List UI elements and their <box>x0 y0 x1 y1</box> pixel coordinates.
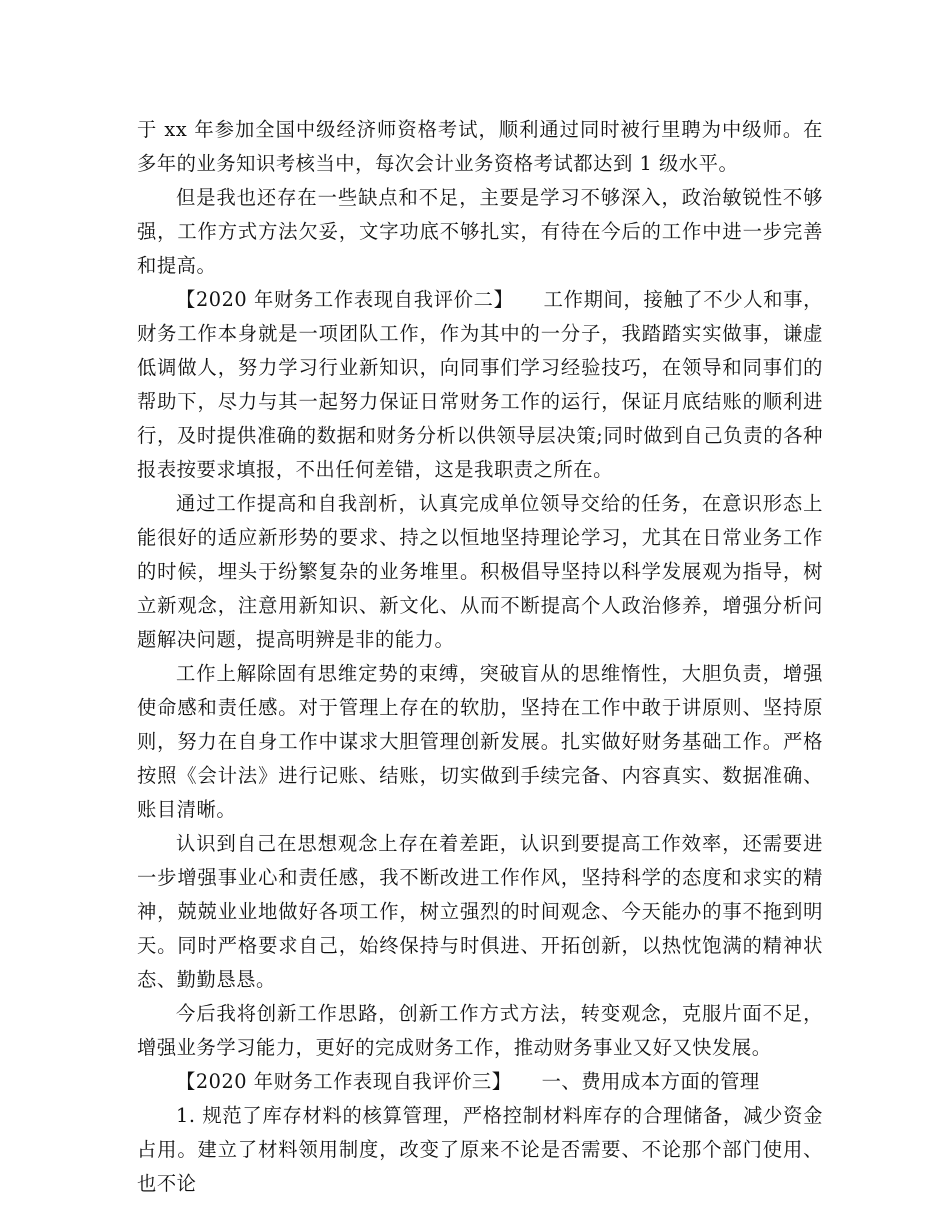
section-heading-3: 【2020 年财务工作表现自我评价三】 <box>176 1070 512 1093</box>
paragraph-text: 通过工作提高和自我剖析，认真完成单位领导交给的任务，在意识形态上能很好的适应新形势的要求、持之以恒地坚持理论学习，尤其在日常业务工作的时候，埋头于纷繁复杂的业务堆里。积极倡导坚持以科学发展观为指导，树立新观念，注意用新知识、新文化、从而不断提高个人政治修养，增强分析问题解决问题，提高明辨是非的能力。 <box>137 492 823 651</box>
document-body <box>137 113 823 1201</box>
paragraph-8 <box>137 1065 823 1099</box>
paragraph-9 <box>137 1099 823 1201</box>
paragraph-4 <box>137 487 823 657</box>
paragraph-text: 1. 规范了库存材料的核算管理，严格控制材料库存的合理储备，减少资金占用。建立了材料领用制度，改变了原来不论是否需要、不论那个部门使用、也不论 <box>137 1104 823 1195</box>
paragraph-text: 于 xx 年参加全国中级经济师资格考试，顺利通过同时被行里聘为中级师。在多年的业务知识考核当中，每次会计业务资格考试都达到 1 级水平。 <box>137 118 823 175</box>
paragraph-text: 认识到自己在思想观念上存在着差距，认识到要提高工作效率，还需要进一步增强事业心和责任感，我不断改进工作作风，坚持科学的态度和求实的精神，兢兢业业地做好各项工作，树立强烈的时间观念、今天能办的事不拖到明天。同时严格要求自己，始终保持与时俱进、开拓创新，以热忱饱满的精神状态、勤勤恳恳。 <box>137 832 823 991</box>
section-heading-2: 【2020 年财务工作表现自我评价二】 <box>176 288 514 311</box>
paragraph-1 <box>137 113 823 181</box>
paragraph-5 <box>137 657 823 827</box>
paragraph-6 <box>137 827 823 997</box>
paragraph-3 <box>137 283 823 487</box>
paragraph-text: 但是我也还存在一些缺点和不足，主要是学习不够深入，政治敏锐性不够强，工作方式方法欠妥，文字功底不够扎实，有待在今后的工作中进一步完善和提高。 <box>137 186 823 277</box>
paragraph-7 <box>137 997 823 1065</box>
paragraph-text: 一、费用成本方面的管理 <box>541 1070 760 1093</box>
paragraph-2 <box>137 181 823 283</box>
paragraph-text: 今后我将创新工作思路，创新工作方式方法，转变观念，克服片面不足，增强业务学习能力，更好的完成财务工作，推动财务事业又好又快发展。 <box>137 1002 823 1059</box>
paragraph-text: 工作上解除固有思维定势的束缚，突破盲从的思维惰性，大胆负责，增强使命感和责任感。对于管理上存在的软肋，坚持在工作中敢于讲原则、坚持原则，努力在自身工作中谋求大胆管理创新发展。扎实做好财务基础工作。严格按照《会计法》进行记账、结账，切实做到手续完备、内容真实、数据准确、账目清晰。 <box>137 662 823 821</box>
paragraph-text: 工作期间，接触了不少人和事，财务工作本身就是一项团队工作，作为其中的一分子，我踏踏实实做事，谦虚低调做人，努力学习行业新知识，向同事们学习经验技巧，在领导和同事们的帮助下，尽力与其一起努力保证日常财务工作的运行，保证月底结账的顺利进行，及时提供准确的数据和财务分析以供领导层决策;同时做到自己负责的各种报表按要求填报，不出任何差错，这是我职责之所在。 <box>137 288 824 481</box>
